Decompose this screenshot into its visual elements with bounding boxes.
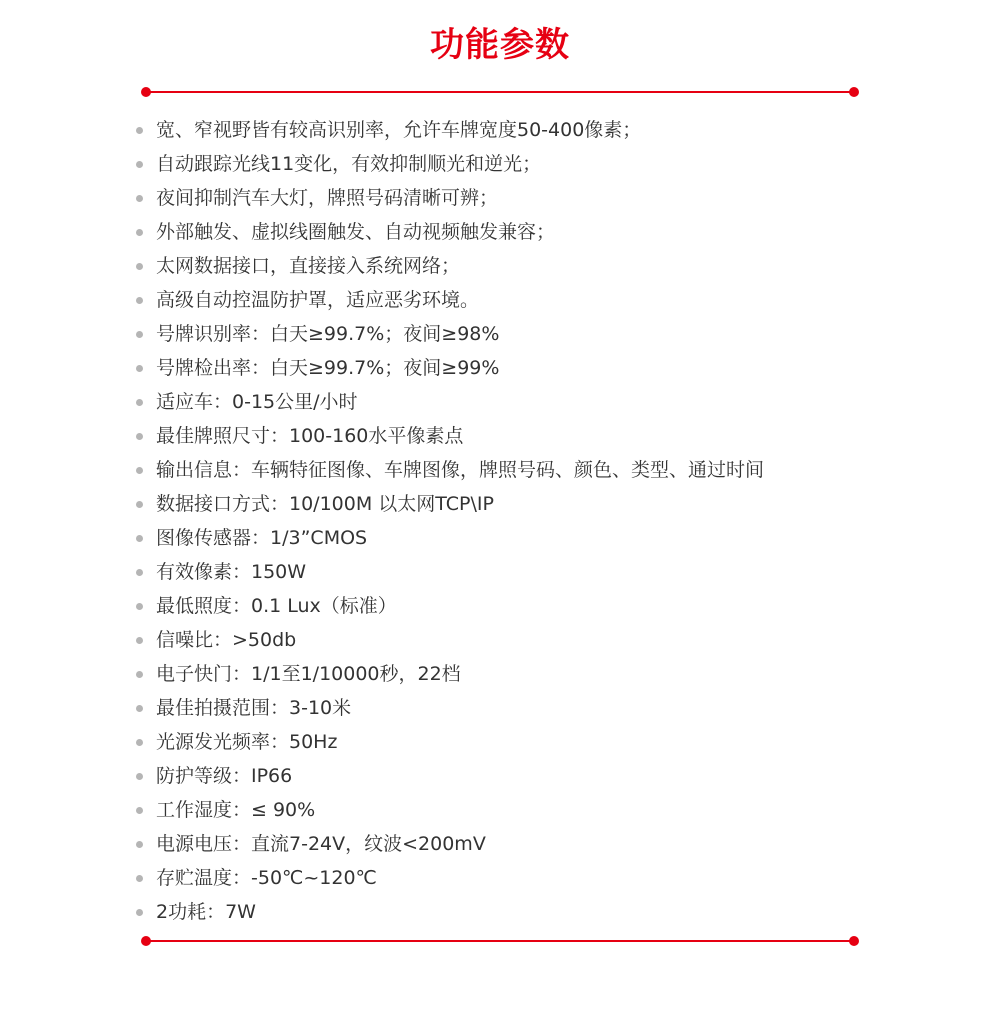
bullet-icon [136, 331, 143, 338]
bullet-icon [136, 127, 143, 134]
spec-item [136, 725, 876, 759]
spec-item [136, 657, 876, 691]
spec-text: 电子快门：1/1至1/10000秒，22档 [156, 663, 461, 685]
spec-text: 图像传感器：1/3”CMOS [156, 527, 368, 549]
spec-text: 外部触发、虚拟线圈触发、自动视频触发兼容； [156, 221, 556, 243]
spec-item [136, 351, 876, 385]
spec-item [136, 861, 876, 895]
bullet-icon [136, 603, 143, 610]
spec-text: 夜间抑制汽车大灯，牌照号码清晰可辨； [156, 187, 499, 209]
spec-text: 光源发光频率：50Hz [156, 731, 338, 753]
spec-text: 最低照度：0.1 Lux（标准） [156, 595, 397, 617]
spec-text: 有效像素：150W [156, 561, 307, 583]
bullet-icon [136, 739, 143, 746]
spec-text: 信噪比：>50db [156, 629, 297, 651]
bullet-icon [136, 535, 143, 542]
spec-item [136, 589, 876, 623]
spec-item [136, 147, 876, 181]
bullet-icon [136, 161, 143, 168]
spec-text: 电源电压：直流7-24V，纹波<200mV [156, 833, 486, 855]
spec-text: 自动跟踪光线11变化，有效抑制顺光和逆光； [156, 153, 542, 175]
bullet-icon [136, 705, 143, 712]
spec-item [136, 895, 876, 929]
spec-item [136, 827, 876, 861]
spec-item [136, 521, 876, 555]
spec-item [136, 283, 876, 317]
spec-item [136, 453, 876, 487]
spec-item [136, 487, 876, 521]
spec-text: 最佳拍摄范围：3-10米 [156, 697, 352, 719]
spec-item [136, 317, 876, 351]
spec-text: 数据接口方式：10/100M 以太网TCP\IP [156, 493, 494, 515]
bullet-icon [136, 501, 143, 508]
page-title: 功能参数 [430, 25, 570, 65]
bullet-icon [136, 637, 143, 644]
spec-item [136, 623, 876, 657]
spec-item [136, 759, 876, 793]
bullet-icon [136, 433, 143, 440]
spec-text: 适应车：0-15公里/小时 [156, 391, 358, 413]
divider-dot [141, 936, 151, 946]
bullet-icon [136, 807, 143, 814]
spec-text: 号牌识别率：白天≥99.7%；夜间≥98% [156, 323, 500, 345]
spec-text: 太网数据接口，直接接入系统网络； [156, 255, 461, 277]
spec-item [136, 249, 876, 283]
spec-text: 高级自动控温防护罩，适应恶劣环境。 [156, 289, 480, 311]
spec-item [136, 555, 876, 589]
bullet-icon [136, 569, 143, 576]
spec-text: 2功耗：7W [156, 901, 256, 923]
spec-text: 工作湿度：≤ 90% [156, 799, 316, 821]
spec-text: 最佳牌照尺寸：100-160水平像素点 [156, 425, 464, 447]
bottom-divider [146, 940, 854, 942]
bullet-icon [136, 229, 143, 236]
spec-text: 输出信息：车辆特征图像、车牌图像，牌照号码、颜色、类型、通过时间 [156, 459, 765, 481]
spec-list [136, 113, 876, 929]
bullet-icon [136, 365, 143, 372]
spec-item [136, 215, 876, 249]
bullet-icon [136, 875, 143, 882]
bullet-icon [136, 909, 143, 916]
spec-item [136, 793, 876, 827]
spec-item [136, 419, 876, 453]
divider-dot [849, 936, 859, 946]
bullet-icon [136, 841, 143, 848]
spec-item [136, 385, 876, 419]
divider-dot [141, 87, 151, 97]
divider-dot [849, 87, 859, 97]
spec-item [136, 113, 876, 147]
bullet-icon [136, 773, 143, 780]
top-divider [146, 91, 854, 93]
bullet-icon [136, 467, 143, 474]
spec-item [136, 181, 876, 215]
spec-text: 防护等级：IP66 [156, 765, 293, 787]
bullet-icon [136, 399, 143, 406]
spec-text: 存贮温度：-50℃~120℃ [156, 867, 377, 889]
spec-item [136, 691, 876, 725]
spec-text: 宽、窄视野皆有较高识别率，允许车牌宽度50-400像素； [156, 119, 642, 141]
bullet-icon [136, 195, 143, 202]
spec-text: 号牌检出率：白天≥99.7%；夜间≥99% [156, 357, 500, 379]
bullet-icon [136, 297, 143, 304]
bullet-icon [136, 263, 143, 270]
bullet-icon [136, 671, 143, 678]
